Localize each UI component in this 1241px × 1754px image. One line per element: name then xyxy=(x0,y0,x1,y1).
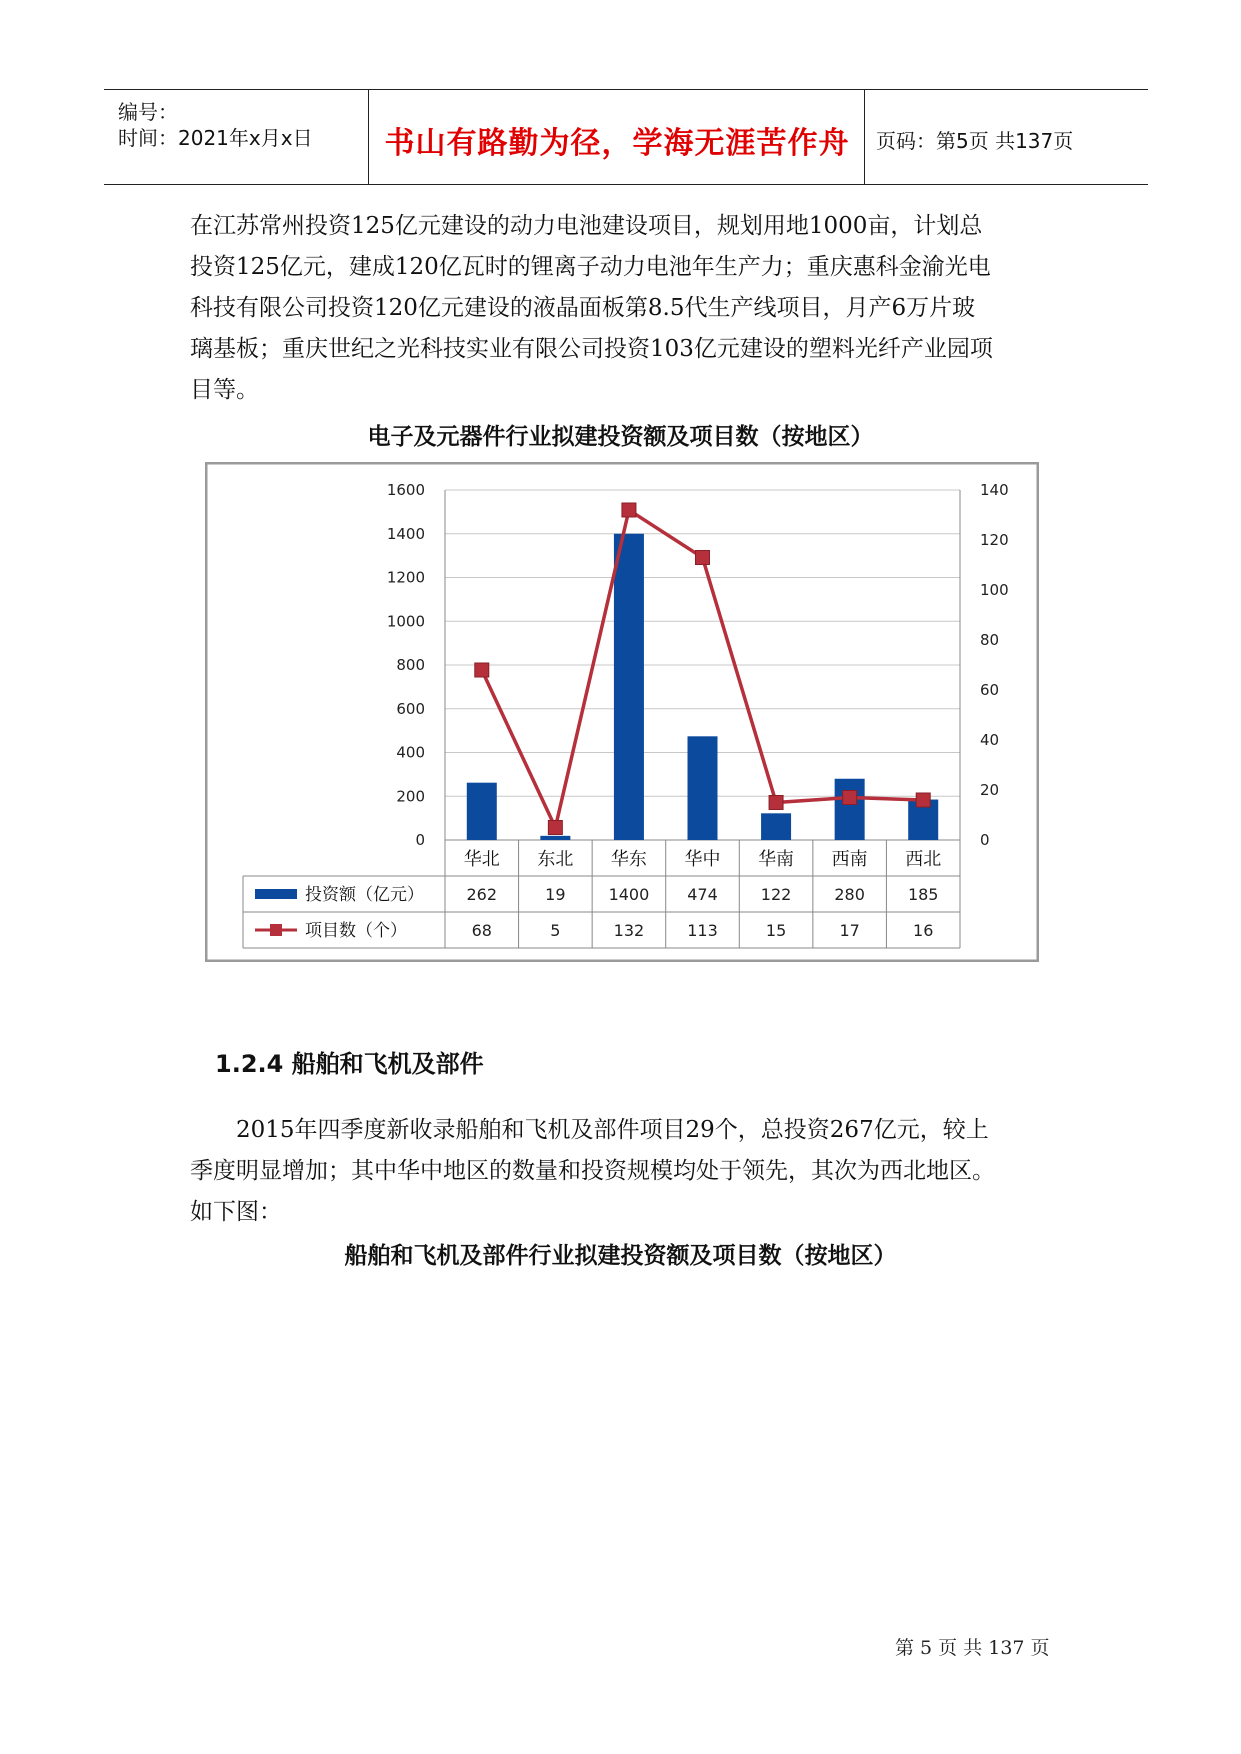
y-left-tick-label: 1600 xyxy=(386,481,425,499)
table-value-project-count: 15 xyxy=(765,921,787,940)
y-right-tick-label: 100 xyxy=(980,581,1009,599)
page-header xyxy=(104,89,1148,185)
y-left-tick-label: 800 xyxy=(396,656,425,674)
y-left-tick-label: 1400 xyxy=(386,524,425,543)
y-right-tick-label: 60 xyxy=(980,681,1000,699)
y-right-tick-label: 120 xyxy=(980,531,1009,549)
chart-1-title: 电子及元器件行业拟建投资额及项目数（按地区） xyxy=(367,424,874,450)
paragraph-line: 季度明显增加；其中华中地区的数量和投资规模均处于领先，其次为西北地区。 xyxy=(190,1158,995,1184)
legend-bar-swatch xyxy=(255,889,297,899)
y-left-tick-label: 1000 xyxy=(386,612,425,631)
y-right-tick-label: 140 xyxy=(980,481,1009,499)
table-value-investment: 1400 xyxy=(608,885,650,904)
table-value-investment: 122 xyxy=(760,885,792,904)
table-value-project-count: 132 xyxy=(613,921,645,940)
paragraph-line: 2015年四季度新收录船舶和飞机及部件项目29个，总投资267亿元，较上 xyxy=(236,1117,989,1143)
line-marker xyxy=(916,793,930,807)
bar-investment xyxy=(761,813,791,840)
category-label: 西北 xyxy=(905,849,942,870)
y-left-tick-label: 1200 xyxy=(386,568,425,587)
document-number-label: 编号： xyxy=(118,100,178,124)
page-footer: 第 5 页 共 137 页 xyxy=(895,1637,1050,1659)
bar-investment xyxy=(540,836,570,840)
legend-line-marker xyxy=(270,924,282,936)
bar-investment xyxy=(467,783,497,840)
table-value-project-count: 16 xyxy=(913,921,934,940)
section-heading: 1.2.4 船舶和飞机及部件 xyxy=(215,1050,484,1078)
y-left-tick-label: 0 xyxy=(415,831,425,849)
category-label: 华南 xyxy=(758,849,795,870)
y-right-tick-label: 20 xyxy=(980,781,1000,799)
paragraph-line: 璃基板；重庆世纪之光科技实业有限公司投资103亿元建设的塑料光纤产业园项 xyxy=(190,336,993,362)
table-value-investment: 262 xyxy=(466,885,498,904)
category-label: 华北 xyxy=(463,849,500,870)
y-right-tick-label: 80 xyxy=(980,631,1000,649)
line-marker xyxy=(622,503,636,517)
bar-investment xyxy=(688,736,718,840)
paragraph-line: 目等。 xyxy=(190,377,259,403)
table-value-project-count: 17 xyxy=(839,921,860,940)
y-left-tick-label: 200 xyxy=(396,787,425,806)
table-value-investment: 474 xyxy=(687,885,718,904)
line-marker xyxy=(769,796,783,810)
line-marker xyxy=(843,791,857,805)
y-right-tick-label: 0 xyxy=(980,831,990,849)
paragraph-line: 如下图： xyxy=(190,1199,282,1225)
chart-2-title: 船舶和飞机及部件行业拟建投资额及项目数（按地区） xyxy=(344,1243,897,1269)
category-label: 西南 xyxy=(831,849,868,870)
body-paragraph-2 xyxy=(190,1110,1070,1233)
paragraph-line: 在江苏常州投资125亿元建设的动力电池建设项目，规划用地1000亩，计划总 xyxy=(190,213,983,239)
y-left-tick-label: 400 xyxy=(396,743,425,762)
table-value-project-count: 113 xyxy=(687,921,718,940)
header-meta-cell xyxy=(104,90,369,184)
y-right-tick-label: 40 xyxy=(980,731,1000,749)
bar-investment xyxy=(835,779,865,840)
investment-chart xyxy=(205,462,1039,962)
header-page-info: 页码：第5页 共137页 xyxy=(876,129,1074,153)
table-value-investment: 185 xyxy=(907,885,939,904)
line-marker xyxy=(475,663,489,677)
category-label: 华中 xyxy=(684,849,721,870)
paragraph-line: 投资125亿元，建成120亿瓦时的锂离子动力电池年生产力；重庆惠科金渝光电 xyxy=(190,254,991,280)
line-marker xyxy=(696,551,710,565)
table-value-investment: 280 xyxy=(834,885,865,904)
line-marker xyxy=(548,821,562,835)
table-value-project-count: 5 xyxy=(550,921,561,940)
y-left-tick-label: 600 xyxy=(396,699,425,718)
bar-investment xyxy=(614,534,644,840)
header-page-cell xyxy=(866,90,1148,184)
header-motto-cell xyxy=(370,90,865,184)
document-time-label: 时间：2021年x月x日 xyxy=(118,126,313,150)
category-label: 华东 xyxy=(610,849,647,870)
table-value-investment: 19 xyxy=(545,885,566,904)
category-label: 东北 xyxy=(537,849,574,870)
paragraph-line: 科技有限公司投资120亿元建设的液晶面板第8.5代生产线项目，月产6万片玻 xyxy=(190,295,976,321)
legend-bar-label: 投资额（亿元） xyxy=(305,885,424,905)
header-motto: 书山有路勤为径，学海无涯苦作舟 xyxy=(384,126,850,161)
legend-line-label: 项目数（个） xyxy=(305,921,407,941)
table-value-project-count: 68 xyxy=(471,921,492,940)
body-paragraph-1 xyxy=(190,206,1070,411)
